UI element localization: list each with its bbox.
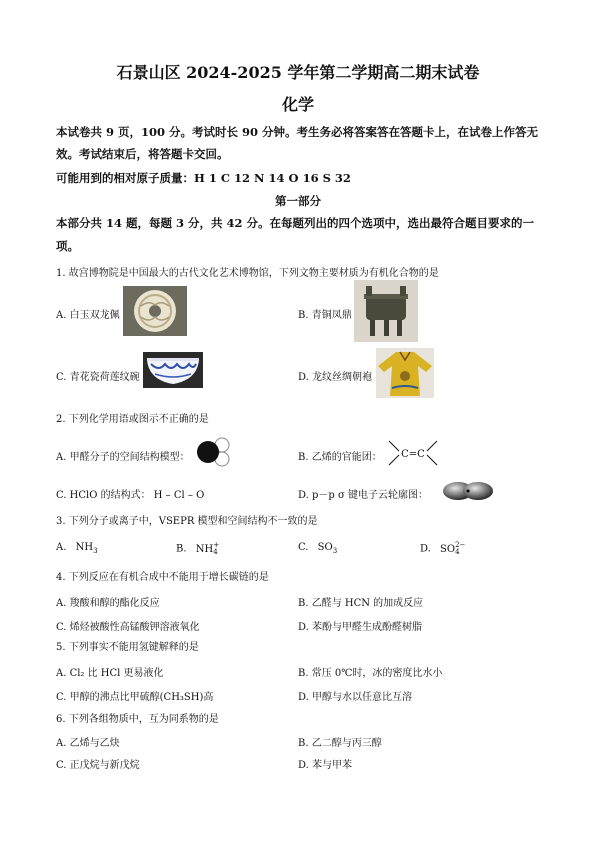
q3-d-base: SO — [440, 543, 456, 555]
alkene-group-icon — [386, 439, 440, 469]
part-desc-1: 本部分共 14 题，每题 3 分，共 42 分。在每题列出的四个选项中，选出最符合题目要求的一 — [56, 216, 535, 230]
question-3-stem: 3. 下列分子或离子中，VSEPR 模型和空间结构不一致的是 — [56, 516, 318, 527]
atomic-masses: 可能用到的相对原子质量：H 1 C 12 N 14 O 16 S 32 — [56, 171, 351, 185]
part-heading: 第一部分 — [275, 194, 321, 208]
q1-option-c: C. 青花瓷荷莲纹碗 — [56, 372, 140, 383]
q4-option-a: A. 羧酸和醇的酯化反应 — [56, 598, 160, 609]
q4-option-b: B. 乙醛与 HCN 的加成反应 — [298, 598, 424, 609]
dragon-robe-image — [376, 348, 434, 398]
q5-option-b: B. 常压 0℃时，冰的密度比水小 — [298, 668, 443, 679]
question-2-stem: 2. 下列化学用语或图示不正确的是 — [56, 414, 209, 425]
q3-b-formula — [195, 541, 220, 556]
q3-b-base: NH — [195, 543, 214, 555]
q3-d-formula — [440, 541, 466, 556]
bronze-ding-image — [354, 280, 418, 342]
question-6-stem: 6. 下列各组物质中，互为同系物的是 — [56, 714, 219, 725]
q3-b-sup: + — [213, 541, 220, 549]
q6-option-c: C. 正戊烷与新戊烷 — [56, 760, 140, 771]
intro-line-1: 本试卷共 9 页，100 分。考试时长 90 分钟。考生务必将答案答在答题卡上，在试卷上作答无 — [56, 125, 539, 139]
q3-a-letter: A. — [56, 542, 67, 553]
question-4-stem: 4. 下列反应在有机合成中不能用于增长碳链的是 — [56, 572, 269, 583]
q3-option-d — [420, 542, 465, 556]
q3-option-a — [56, 542, 98, 555]
q5-option-d: D. 甲醇与水以任意比互溶 — [298, 692, 413, 703]
q3-a-sub: 3 — [93, 547, 98, 555]
question-1-stem: 1. 故宫博物院是中国最大的古代文化艺术博物馆，下列文物主要材质为有机化合物的是 — [56, 268, 439, 279]
q2-option-b: B. 乙烯的官能团： — [298, 452, 382, 463]
q3-c-letter: C. — [298, 542, 309, 553]
q5-option-a: A. Cl₂ 比 HCl 更易液化 — [56, 668, 164, 679]
q3-b-letter: B. — [176, 543, 187, 555]
porcelain-bowl-image — [143, 352, 203, 388]
q6-option-d: D. 苯与甲苯 — [298, 760, 353, 771]
question-5-stem: 5. 下列事实不能用氢键解释的是 — [56, 642, 199, 653]
q3-d-sup: 2− — [455, 541, 466, 549]
part-desc-2: 项。 — [56, 239, 79, 253]
subject-title: 化学 — [281, 95, 314, 114]
q3-d-sub: 4 — [455, 548, 460, 556]
sigma-orbital-icon — [440, 478, 496, 504]
q1-option-a: A. 白玉双龙佩 — [56, 310, 120, 321]
q2-option-d: D. p－p σ 键电子云轮廓图： — [298, 490, 429, 501]
q5-option-c: C. 甲醇的沸点比甲硫醇(CH₃SH)高 — [56, 692, 214, 703]
q3-option-b — [176, 542, 219, 556]
q1-option-b: B. 青铜凤鼎 — [298, 310, 352, 321]
q3-c-base: SO — [317, 542, 333, 553]
intro-line-2: 效。考试结束后，将答题卡交回。 — [56, 147, 229, 161]
q1-option-d: D. 龙纹丝绸朝袍 — [298, 372, 373, 383]
q3-a-base: NH — [75, 542, 94, 553]
q3-d-letter: D. — [420, 543, 431, 555]
alkene-formula: C=C — [401, 449, 425, 460]
q2-option-a: A. 甲醛分子的空间结构模型： — [56, 452, 190, 463]
q2-option-c: C. HClO 的结构式： H – Cl – O — [56, 490, 205, 501]
q6-option-a: A. 乙烯与乙炔 — [56, 738, 120, 749]
q3-b-sub: 4 — [213, 548, 218, 556]
q4-option-d: D. 苯酚与甲醛生成酚醛树脂 — [298, 622, 423, 633]
formaldehyde-model-icon — [194, 437, 234, 467]
q3-c-sub: 3 — [332, 547, 338, 555]
q3-option-c — [298, 542, 337, 555]
exam-title: 石景山区 2024-2025 学年第二学期高二期末试卷 — [116, 63, 480, 82]
q3-c-formula — [318, 542, 338, 553]
jade-disc-image — [123, 286, 187, 336]
q3-a-formula — [76, 542, 98, 553]
q6-option-b: B. 乙二醇与丙三醇 — [298, 738, 382, 749]
q4-option-c: C. 烯烃被酸性高锰酸钾溶液氧化 — [56, 622, 200, 633]
